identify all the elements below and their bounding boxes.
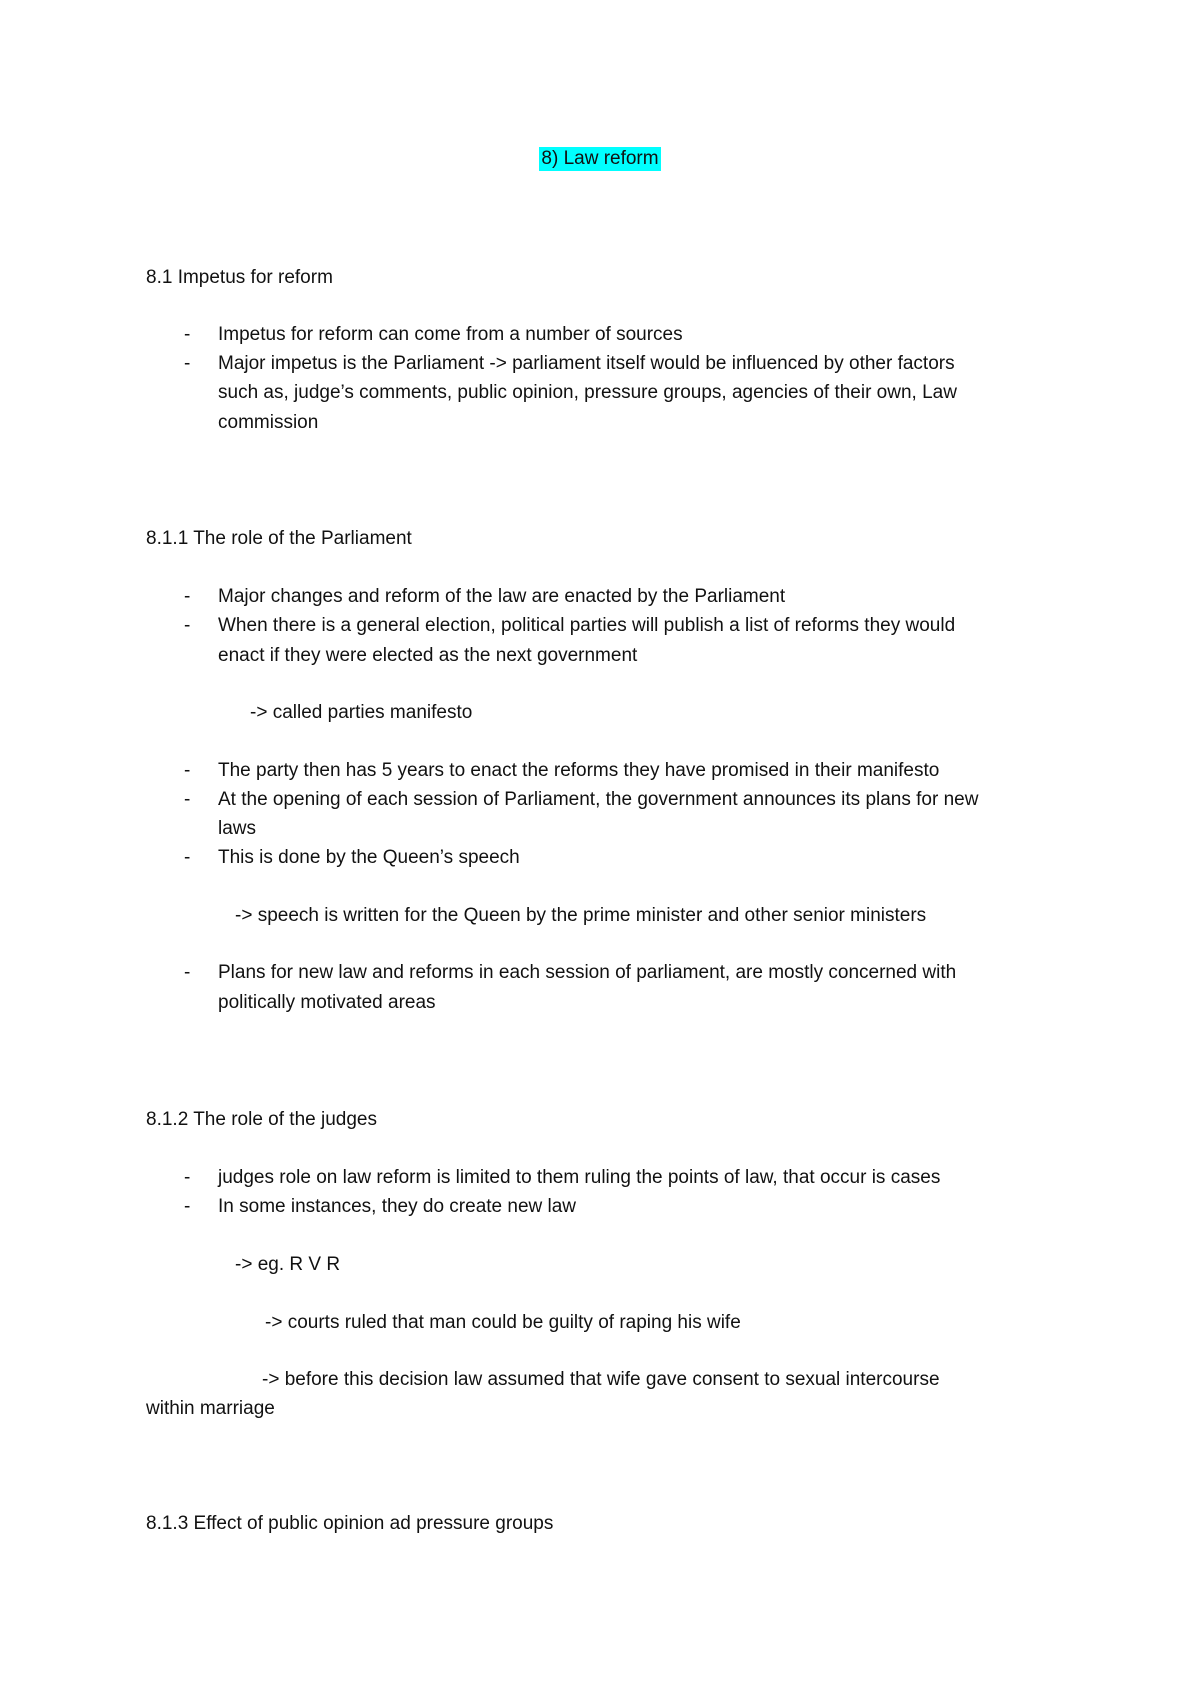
- section-heading-8-1-3: 8.1.3 Effect of public opinion ad pressure groups: [146, 1513, 554, 1534]
- bullet-text: Major changes and reform of the law are enacted by the Parliament: [218, 586, 786, 607]
- bullet-text-continuation: commission: [218, 412, 319, 433]
- bullet-dash: -: [184, 615, 191, 636]
- bullet-dash: -: [184, 1196, 191, 1217]
- note-text: -> before this decision law assumed that wife gave consent to sexual intercourse: [262, 1369, 940, 1390]
- bullet-text: This is done by the Queen’s speech: [218, 847, 520, 868]
- bullet-text: Major impetus is the Parliament -> parliament itself would be influenced by other factors: [218, 353, 955, 374]
- note-text: -> eg. R V R: [235, 1254, 341, 1275]
- bullet-dash: -: [184, 760, 191, 781]
- bullet-text-continuation: enact if they were elected as the next government: [218, 645, 638, 666]
- bullet-dash: -: [184, 586, 191, 607]
- bullet-text: Plans for new law and reforms in each session of parliament, are mostly concerned with: [218, 962, 957, 983]
- bullet-dash: -: [184, 962, 191, 983]
- bullet-text-continuation: politically motivated areas: [218, 992, 436, 1013]
- bullet-text: Impetus for reform can come from a number of sources: [218, 324, 683, 345]
- document-title: 8) Law reform: [541, 148, 659, 169]
- bullet-text-continuation: such as, judge’s comments, public opinion, pressure groups, agencies of their own, Law: [218, 382, 957, 403]
- bullet-dash: -: [184, 847, 191, 868]
- note-text: -> courts ruled that man could be guilty of raping his wife: [265, 1312, 741, 1333]
- bullet-dash: -: [184, 353, 191, 374]
- bullet-dash: -: [184, 1167, 191, 1188]
- bullet-dash: -: [184, 789, 191, 810]
- note-text: -> speech is written for the Queen by the prime minister and other senior ministers: [235, 905, 927, 926]
- bullet-text-continuation: laws: [218, 818, 257, 839]
- bullet-text: At the opening of each session of Parliament, the government announces its plans for new: [218, 789, 979, 810]
- bullet-text: In some instances, they do create new law: [218, 1196, 577, 1217]
- bullet-text: judges role on law reform is limited to them ruling the points of law, that occur is cases: [218, 1167, 941, 1188]
- bullet-text: When there is a general election, political parties will publish a list of reforms they would: [218, 615, 956, 636]
- bullet-dash: -: [184, 324, 191, 345]
- section-heading-8-1-1: 8.1.1 The role of the Parliament: [146, 528, 412, 549]
- title-container: [0, 147, 1200, 171]
- section-heading-8-1: 8.1 Impetus for reform: [146, 267, 333, 288]
- bullet-text: The party then has 5 years to enact the reforms they have promised in their manifesto: [218, 760, 940, 781]
- note-text: -> called parties manifesto: [250, 702, 473, 723]
- section-heading-8-1-2: 8.1.2 The role of the judges: [146, 1109, 377, 1130]
- note-text-continuation: within marriage: [146, 1398, 275, 1419]
